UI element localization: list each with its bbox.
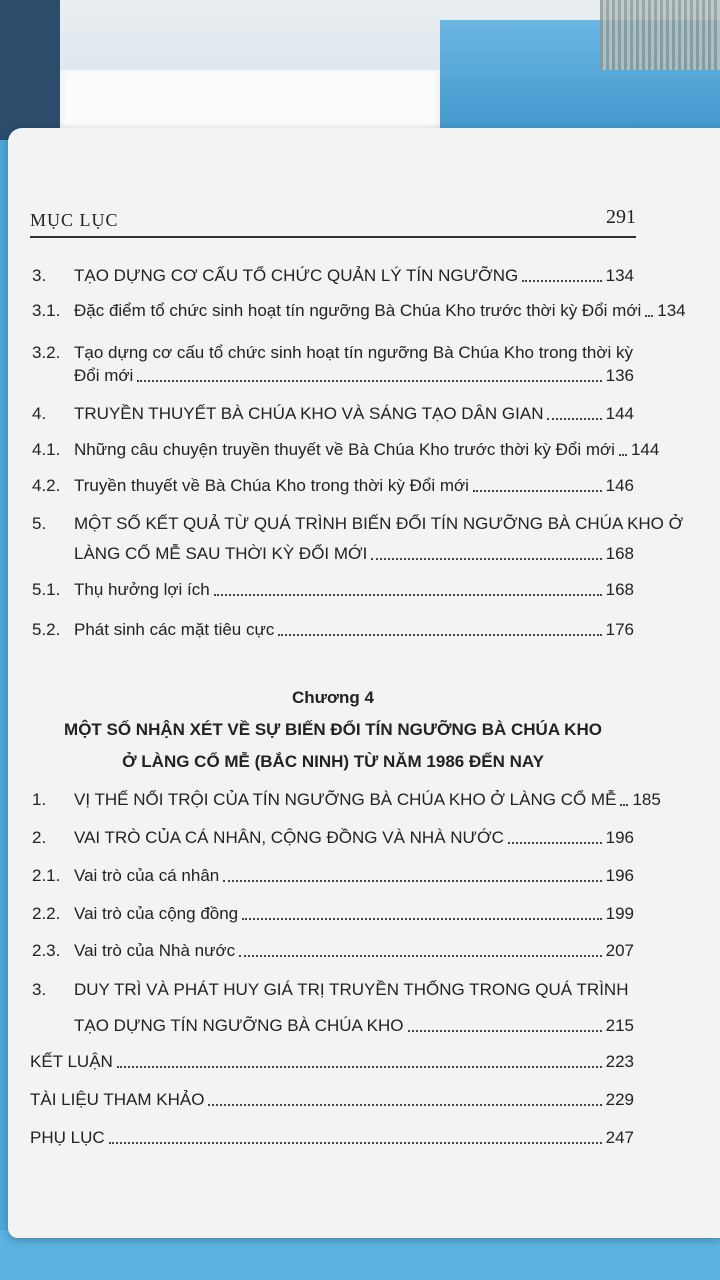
leader-dots xyxy=(508,842,602,844)
toc-entry-text: Tạo dựng cơ cấu tổ chức sinh hoạt tín ngưỡng Bà Chúa Kho trong thời kỳ xyxy=(74,343,634,362)
toc-entry-number: 5.2. xyxy=(32,620,61,639)
toc-entry-text: Phát sinh các mặt tiêu cực xyxy=(74,620,275,639)
leader-dots xyxy=(109,1142,602,1144)
toc-entry-text: Vai trò của Nhà nước xyxy=(74,941,236,960)
toc-entry-page: 229 xyxy=(605,1090,634,1109)
toc-entry-page: 168 xyxy=(605,580,634,599)
toc-entry xyxy=(32,299,686,323)
toc-entry xyxy=(32,939,634,963)
toc-entry xyxy=(32,864,634,888)
leader-dots xyxy=(223,880,601,882)
page-number: 291 xyxy=(606,206,636,228)
toc-entry-page: 207 xyxy=(605,941,634,960)
toc-entry xyxy=(32,788,661,812)
toc-entry xyxy=(32,438,660,462)
background-book xyxy=(600,0,720,70)
toc-entry xyxy=(32,826,634,850)
leader-dots xyxy=(619,454,627,456)
toc-entry-number: 3.1. xyxy=(32,301,61,320)
toc-entry-text: Những câu chuyện truyền thuyết về Bà Chúa Kho trước thời kỳ Đổi mới xyxy=(74,440,615,459)
toc-entry-number: 5. xyxy=(32,514,47,533)
toc-entry-text: Đổi mới xyxy=(74,366,134,385)
toc-entry-number: 3. xyxy=(32,266,47,285)
toc-entry-continuation xyxy=(74,364,634,388)
toc-entry-page: 146 xyxy=(605,476,634,495)
chapter-title-line-2: Ở LÀNG CỔ MỄ (BẮC NINH) TỪ NĂM 1986 ĐẾN NAY xyxy=(122,752,544,771)
toc-entry-conclusion xyxy=(30,1050,634,1074)
toc-entry-text: TẠO DỰNG CƠ CẤU TỔ CHỨC QUẢN LÝ TÍN NGƯỠNG xyxy=(74,266,519,285)
leader-dots xyxy=(547,418,601,420)
toc-entry-page: 196 xyxy=(605,866,634,885)
page-header xyxy=(30,206,636,238)
toc-entry-text: TẠO DỰNG TÍN NGƯỠNG BÀ CHÚA KHO xyxy=(74,1016,404,1035)
toc-entry-page: 136 xyxy=(605,366,634,385)
toc-entry xyxy=(32,264,634,288)
toc-entry-continuation xyxy=(74,542,634,566)
toc-entry-references xyxy=(30,1088,634,1112)
toc-entry-page: 134 xyxy=(605,266,634,285)
toc-entry-number: 2.2. xyxy=(32,904,61,923)
toc-entry-number: 2.3. xyxy=(32,941,61,960)
toc-entry xyxy=(32,341,634,365)
toc-entry-page: 144 xyxy=(605,404,634,423)
toc-entry-number: 5.1. xyxy=(32,580,61,599)
toc-entry-text: Đặc điểm tổ chức sinh hoạt tín ngưỡng Bà Chúa Kho trước thời kỳ Đổi mới xyxy=(74,301,642,320)
chapter-label: Chương 4 xyxy=(291,688,374,707)
toc-entry xyxy=(32,902,634,926)
toc-entry-text: DUY TRÌ VÀ PHÁT HUY GIÁ TRỊ TRUYỀN THỐNG TRONG QUÁ TRÌNH xyxy=(74,980,629,999)
page-header-title: MỤC LỤC xyxy=(30,210,119,230)
toc-entry-number: 3. xyxy=(32,980,47,999)
toc-entry-page: 168 xyxy=(605,544,634,563)
toc-entry xyxy=(32,978,634,1002)
toc-entry-text: Thụ hưởng lợi ích xyxy=(74,580,210,599)
leader-dots xyxy=(117,1066,602,1068)
toc-entry-text: Vai trò của cộng đồng xyxy=(74,904,239,923)
toc-entry-text: TÀI LIỆU THAM KHẢO xyxy=(30,1090,205,1109)
toc-entry-text: LÀNG CỔ MỄ SAU THỜI KỲ ĐỔI MỚI xyxy=(74,544,368,563)
toc-entry xyxy=(32,618,634,642)
leader-dots xyxy=(214,594,602,596)
leader-dots xyxy=(620,804,628,806)
toc-entry xyxy=(32,578,634,602)
leader-dots xyxy=(242,918,601,920)
toc-entry xyxy=(32,474,634,498)
leader-dots xyxy=(137,380,601,382)
toc-entry-page: 134 xyxy=(657,301,686,320)
background-shelf-edge xyxy=(0,0,60,140)
leader-dots xyxy=(278,634,601,636)
toc-entry-text: VỊ THẾ NỔI TRỘI CỦA TÍN NGƯỠNG BÀ CHÚA KHO Ở LÀNG CỔ MỄ xyxy=(74,790,617,809)
toc-entry-text: Truyền thuyết về Bà Chúa Kho trong thời kỳ Đổi mới xyxy=(74,476,469,495)
leader-dots xyxy=(371,558,601,560)
toc-entry-page: 144 xyxy=(630,440,660,459)
toc-entry-page: 215 xyxy=(605,1016,634,1035)
leader-dots xyxy=(239,955,602,957)
toc-entry-text: TRUYỀN THUYẾT BÀ CHÚA KHO VÀ SÁNG TẠO DÂN GIAN xyxy=(74,404,544,423)
toc-entry-number: 4. xyxy=(32,404,47,423)
toc-entry xyxy=(32,402,634,426)
toc-entry-number: 2. xyxy=(32,828,47,847)
toc-entry-number: 4.2. xyxy=(32,476,61,495)
toc-entry-text: KẾT LUẬN xyxy=(30,1052,113,1071)
toc-entry-text: MỘT SỐ KẾT QUẢ TỪ QUÁ TRÌNH BIẾN ĐỔI TÍN NGƯỠNG BÀ CHÚA KHO Ở xyxy=(74,514,684,533)
toc-entry-page: 196 xyxy=(605,828,634,847)
toc-entry-page: 199 xyxy=(605,904,634,923)
chapter-title-line-1: MỘT SỐ NHẬN XÉT VỀ SỰ BIẾN ĐỔI TÍN NGƯỠNG BÀ CHÚA KHO xyxy=(64,720,602,739)
toc-entry-number: 1. xyxy=(32,790,47,809)
toc-entry-page: 247 xyxy=(605,1128,634,1147)
toc-entry-page: 223 xyxy=(605,1052,634,1071)
toc-entry-page: 176 xyxy=(605,620,634,639)
toc-entry-text: PHỤ LỤC xyxy=(30,1128,105,1147)
toc-entry-appendix xyxy=(30,1126,634,1150)
toc-entry-number: 4.1. xyxy=(32,440,61,459)
leader-dots xyxy=(408,1030,602,1032)
toc-entry-text: VAI TRÒ CỦA CÁ NHÂN, CỘNG ĐỒNG VÀ NHÀ NƯỚC xyxy=(74,828,504,847)
toc-entry xyxy=(32,512,684,536)
toc-entry-text: Vai trò của cá nhân xyxy=(74,866,220,885)
leader-dots xyxy=(208,1104,601,1106)
toc-entry-page: 185 xyxy=(632,790,661,809)
toc-entry-number: 2.1. xyxy=(32,866,61,885)
leader-dots xyxy=(645,315,653,317)
leader-dots xyxy=(473,490,602,492)
toc-entry-continuation xyxy=(74,1014,634,1038)
toc-entry-number: 3.2. xyxy=(32,343,61,362)
leader-dots xyxy=(522,280,601,282)
